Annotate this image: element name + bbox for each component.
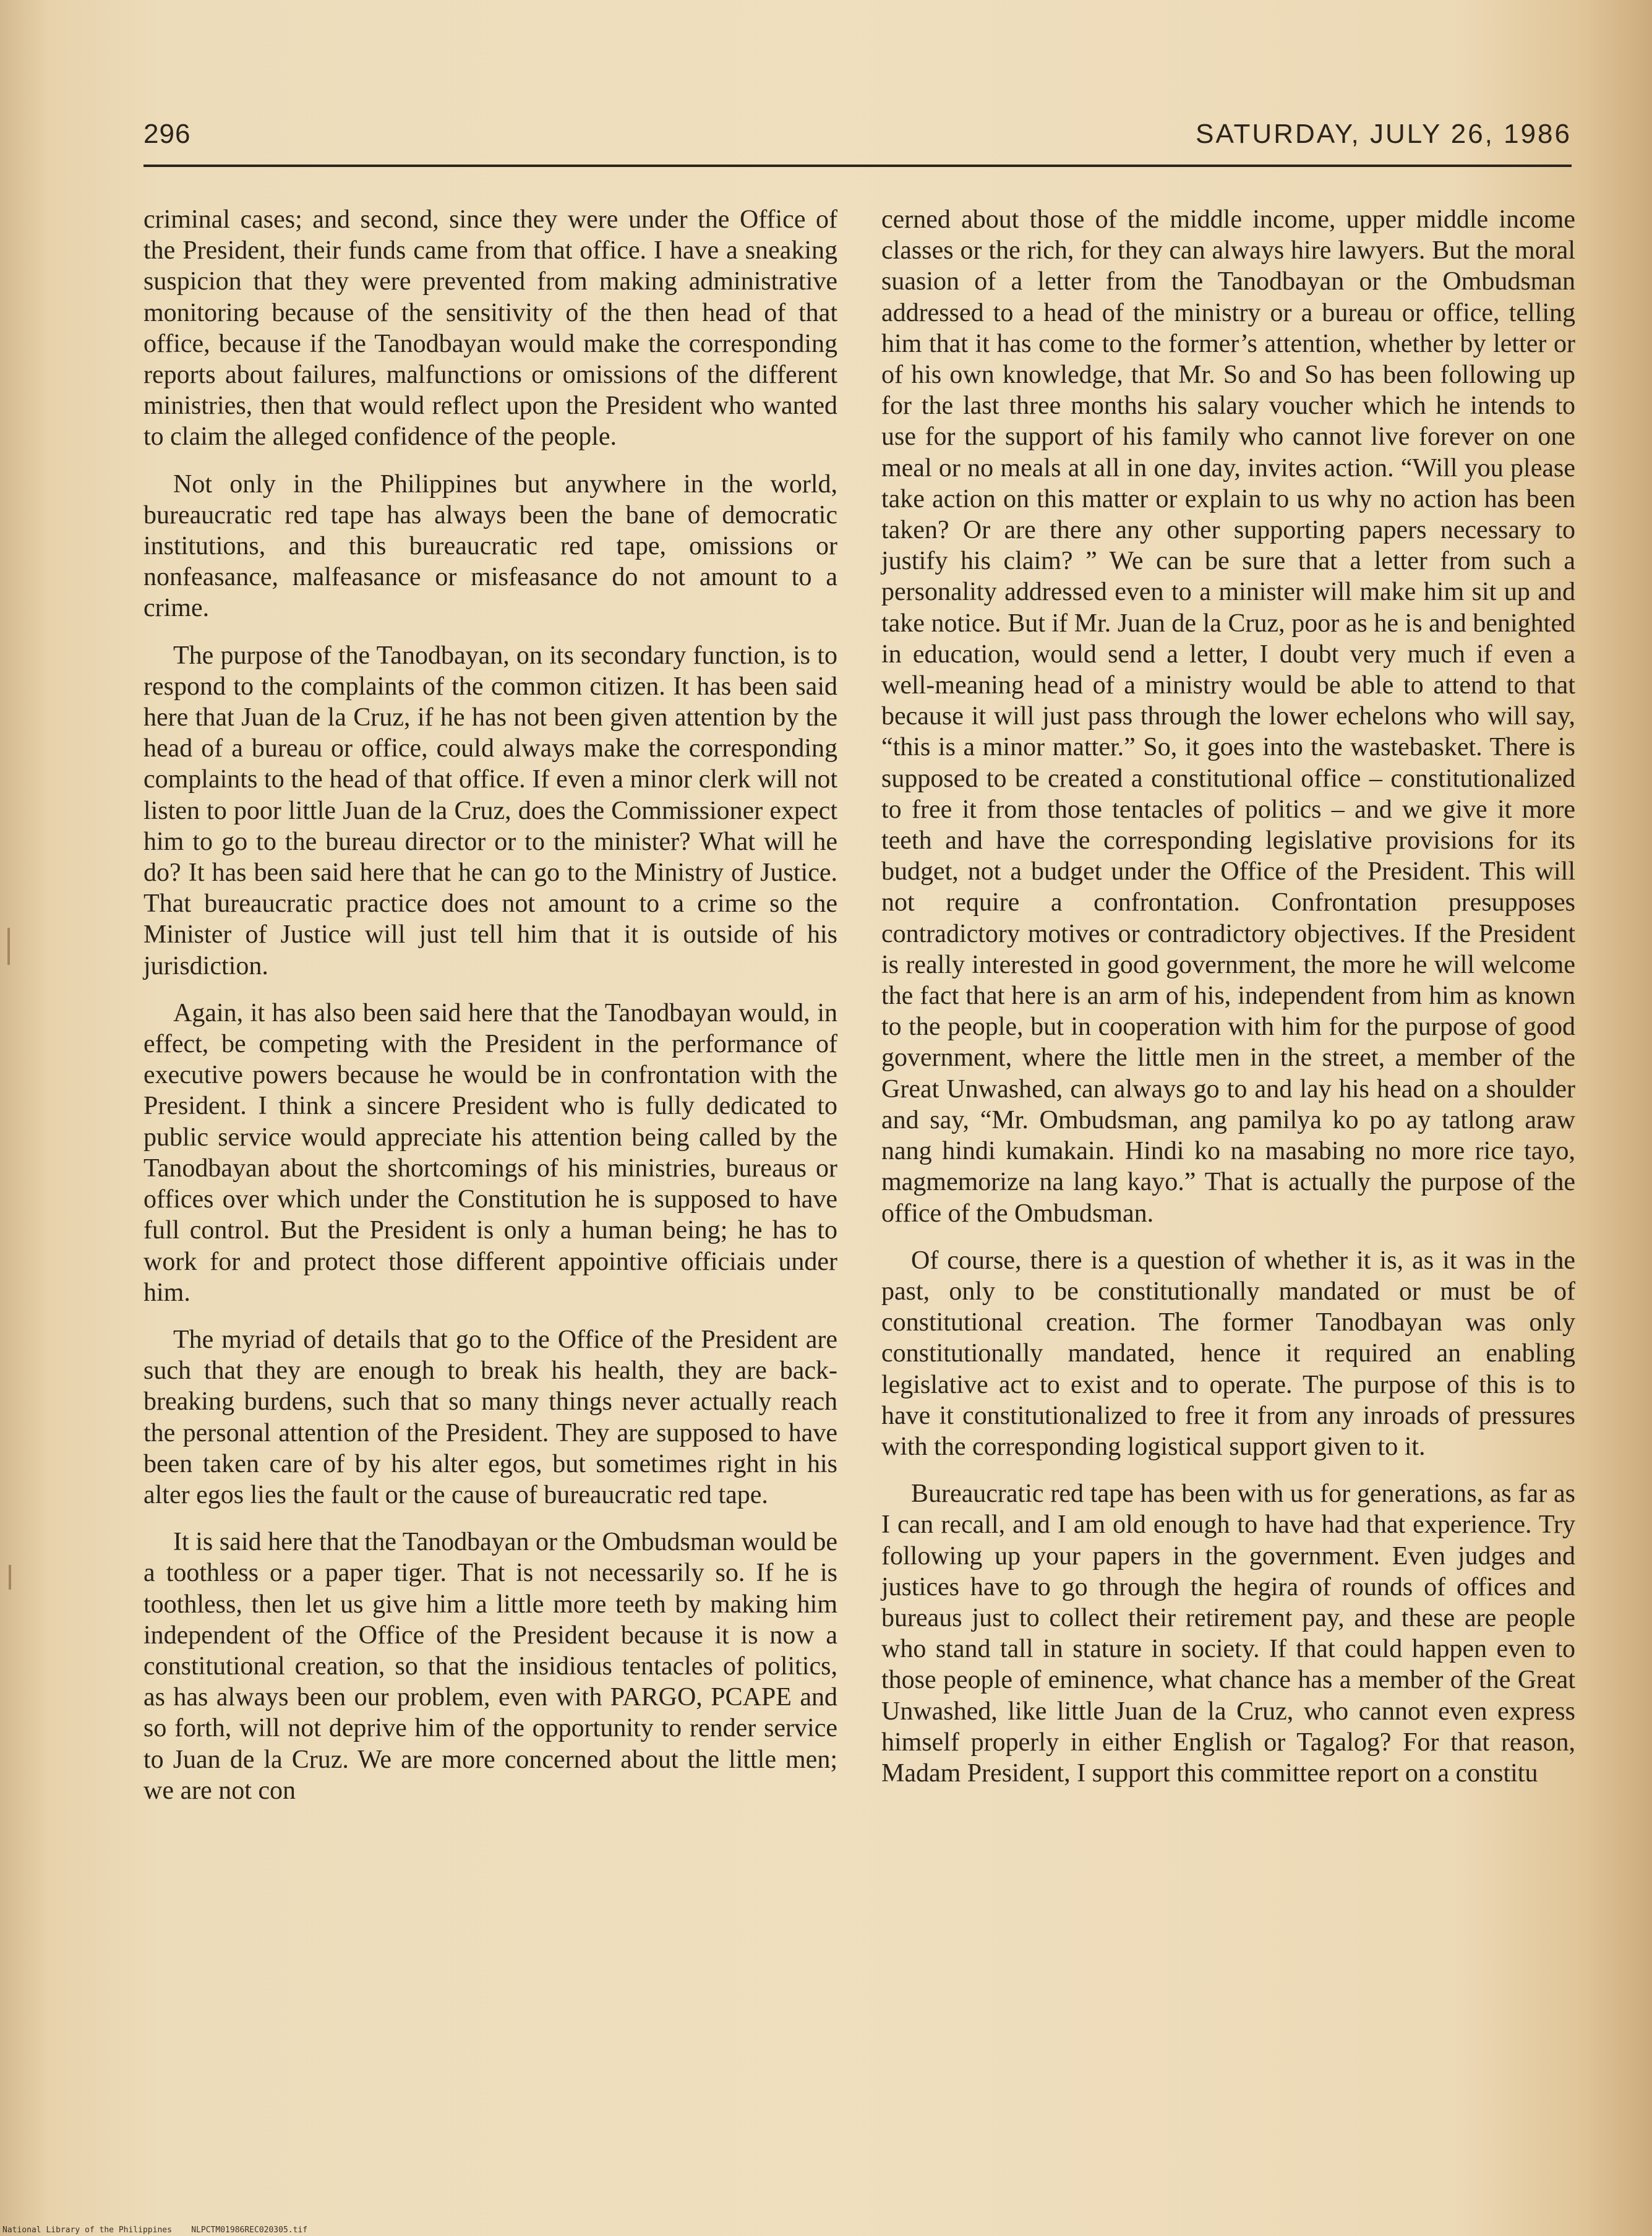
right-column <box>881 204 1575 1805</box>
paragraph: Not only in the Philippines but anywhere in the world, bureaucratic red tape has always been the bane of democratic institutions, and this bureaucratic red tape, omissions or nonfeasance, malfeasance or misfeasance do not amount to a crime. <box>143 469 837 623</box>
paragraph: Again, it has also been said here that the Tanodbayan would, in effect, be competing with the President in the performance of executive powers because he would be in confrontation with the President. I think a sincere President who is fully dedicated to public service would appreciate his attention being called by the Tanodbayan about the shortcomings of his ministries, bureaus or offices over which under the Constitution he is supposed to have full control. But the President is only a human being; he has to work for and protect those different appointive officiais under him. <box>143 998 837 1307</box>
header-rule <box>143 165 1572 167</box>
footer-library: National Library of the Philippines <box>2 2225 172 2235</box>
paragraph: cerned about those of the middle income, upper middle income classes or the rich, for they can always hire lawyers. But the moral suasion of a letter from the Tanodbayan or the Ombudsman addressed to a head of the ministry or a bureau or office, telling him that it has come to the former’s attention, whether by letter or of his own knowledge, that Mr. So and So has been following up for the last three months his salary voucher which he intends to use for the support of his family who cannot live forever on one meal or no meals at all in one day, invites action. “Will you please take action on this matter or explain to us why no action has been taken? Or are there any other supporting papers necessary to justify his claim? ” We can be sure that a letter from such a personality addressed even to a minister will make him sit up and take notice. But if Mr. Juan de la Cruz, poor as he is and benighted in education, would send a letter, I doubt very much if even a well-meaning head of a ministry would be able to attend to that because it will just pass through the lower echelons who will say, “this is a minor matter.” So, it goes into the wastebasket. There is supposed to be created a constitutional office – constitutionalized to free it from those tentacles of politics – and we give it more teeth and have the corresponding legislative provisions for its budget, not a budget under the Office of the President. This will not require a confrontation. Confrontation presupposes contradictory motives or contradictory objectives. If the President is really interested in good government, the more he will welcome the fact that here is an arm of his, independent from him as known to the people, but in cooperation with him for the purpose of good government, where the little men in the street, a member of the Great Unwashed, can always go to and lay his head on a shoulder and say, “Mr. Ombudsman, ang pamilya ko po ay tatlong araw nang hindi kumakain. Hindi ko na masabing no more rice tayo, magmemorize na lang kayo.” That is actually the purpose of the office of the Ombudsman. <box>881 205 1575 1228</box>
scan-footer <box>2 2225 307 2235</box>
binding-mark <box>7 928 10 965</box>
paragraph: criminal cases; and second, since they were under the Office of the President, their funds came from that office. I have a sneaking suspicion that they were prevented from making administrative monitoring because of the sensitivity of the then head of that office, because if the Tanodbayan would make the corresponding reports about failures, malfunctions or omissions of the different ministries, then that would reflect upon the President who wanted to claim the alleged confidence of the people. <box>143 205 837 452</box>
paragraph: It is said here that the Tanodbayan or the Ombudsman would be a toothless or a paper tiger. That is not necessarily so. If he is toothless, then let us give him a little more teeth by making him independent of the Office of the President because it is now a constitutional creation, so that the insidious tentacles of politics, as has always been our problem, even with PARGO, PCAPE and so forth, will not deprive him of the opportunity to render service to Juan de la Cruz. We are more concerned about the little men; we are not con <box>143 1528 837 1805</box>
paragraph: The purpose of the Tanodbayan, on its secondary function, is to respond to the complaints of the common citizen. It has been said here that Juan de la Cruz, if he has not been given attention by the head of a bureau or office, could always make the corresponding complaints to the head of that office. If even a minor clerk will not listen to poor little Juan de la Cruz, does the Commissioner expect him to go to the bureau director or to the minister? What will he do? It has been said here that he can go to the Ministry of Justice. That bureaucratic practice does not amount to a crime so the Minister of Justice will just tell him that it is outside of his jurisdiction. <box>143 641 837 980</box>
page-number: 296 <box>143 119 191 149</box>
paragraph: The myriad of details that go to the Office of the President are such that they are enough to break his health, they are back-breaking burdens, such that so many things never actually reach the personal attention of the President. They are supposed to have been taken care of by his alter egos, but sometimes right in his alter egos lies the fault or the cause of bureaucratic red tape. <box>143 1325 837 1509</box>
footer-file: NLPCTM01986REC020305.tif <box>191 2225 308 2235</box>
paragraph: Bureaucratic red tape has been with us for generations, as far as I can recall, and I am old enough to have had that experience. Try following up your papers in the government. Even judges and justices have to go through the hegira of rounds of offices and bureaus just to collect their retirement pay, and these are people who stand tall in stature in society. If that could happen even to those people of eminence, what chance has a member of the Great Unwashed, like little Juan de la Cruz, who cannot even express himself properly in either English or Tagalog? For that reason, Madam President, I support this committee report on a constitu <box>881 1480 1575 1788</box>
header-date: SATURDAY, JULY 26, 1986 <box>1196 119 1572 149</box>
left-column <box>143 204 837 1822</box>
paragraph: Of course, there is a question of whether it is, as it was in the past, only to be constitutionally mandated or must be of constitutional creation. The former Tanodbayan was only constitutionally mandated, hence it required an enabling legislative act to exist and to operate. The purpose of this is to have it constitutionalized to free it from any inroads of pressures with the corresponding logistical support given to it. <box>881 1246 1575 1461</box>
binding-mark <box>9 1565 11 1590</box>
